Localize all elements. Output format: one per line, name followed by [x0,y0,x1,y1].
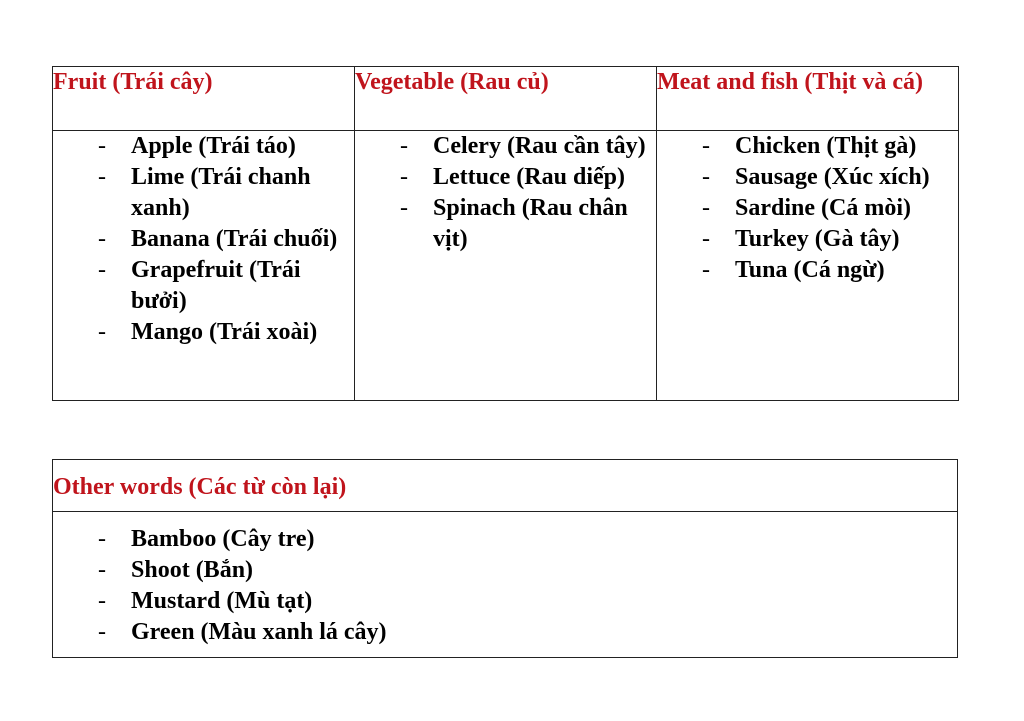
item-text: Turkey (Gà tây) [735,226,900,252]
list-dash: - [98,588,106,614]
header-other-words: Other words (Các từ còn lại) [53,460,958,512]
list-dash: - [98,619,106,645]
list-item [355,131,656,162]
list-dash: - [98,164,106,190]
fruit-list [53,131,354,348]
item-text: Apple (Trái táo) [131,133,296,159]
other-words-list [53,524,957,648]
list-item [355,162,656,193]
list-item [53,255,354,317]
vocabulary-table-other-words [52,459,958,658]
list-dash: - [400,164,408,190]
other-words-cell [53,512,958,658]
list-item [53,586,957,617]
list-dash: - [702,257,710,283]
item-text: Chicken (Thịt gà) [735,133,917,159]
list-dash: - [400,195,408,221]
vegetable-list [355,131,656,255]
list-item [53,317,354,348]
list-dash: - [98,557,106,583]
item-text: Tuna (Cá ngừ) [735,257,885,283]
item-text: Bamboo (Cây tre) [131,526,315,552]
list-dash: - [702,164,710,190]
meat-and-fish-cell [657,131,959,401]
item-text: Sausage (Xúc xích) [735,164,930,190]
body-row [53,131,959,401]
header-meat-and-fish: Meat and fish (Thịt và cá) [657,67,959,131]
item-text: Mustard (Mù tạt) [131,588,313,614]
header-row [53,67,959,131]
list-item [53,524,957,555]
list-dash: - [702,133,710,159]
list-dash: - [98,319,106,345]
list-item [657,255,958,286]
list-item [53,617,957,648]
item-text: Lettuce (Rau diếp) [433,164,625,190]
list-item [657,131,958,162]
meat-and-fish-list [657,131,958,286]
body-row [53,512,958,658]
list-item [657,193,958,224]
list-item [657,224,958,255]
list-dash: - [702,226,710,252]
list-item [53,162,354,224]
list-dash: - [98,257,106,283]
item-text: Banana (Trái chuối) [131,226,338,252]
header-vegetable: Vegetable (Rau củ) [355,67,657,131]
item-text: Grapefruit (Trái bưởi) [131,257,301,314]
list-dash: - [98,133,106,159]
list-dash: - [400,133,408,159]
vocabulary-table-categories [52,66,959,401]
item-text: Lime (Trái chanh xanh) [131,164,311,221]
list-dash: - [98,226,106,252]
list-item [657,162,958,193]
vegetable-cell [355,131,657,401]
item-text: Celery (Rau cần tây) [433,133,646,159]
list-dash: - [98,526,106,552]
list-item [355,193,656,255]
list-item [53,131,354,162]
item-text: Green (Màu xanh lá cây) [131,619,387,645]
item-text: Shoot (Bắn) [131,557,254,583]
item-text: Spinach (Rau chân vịt) [433,195,628,252]
list-dash: - [702,195,710,221]
item-text: Mango (Trái xoài) [131,319,318,345]
header-fruit: Fruit (Trái cây) [53,67,355,131]
header-row [53,460,958,512]
fruit-cell [53,131,355,401]
list-item [53,555,957,586]
list-item [53,224,354,255]
item-text: Sardine (Cá mòi) [735,195,911,221]
